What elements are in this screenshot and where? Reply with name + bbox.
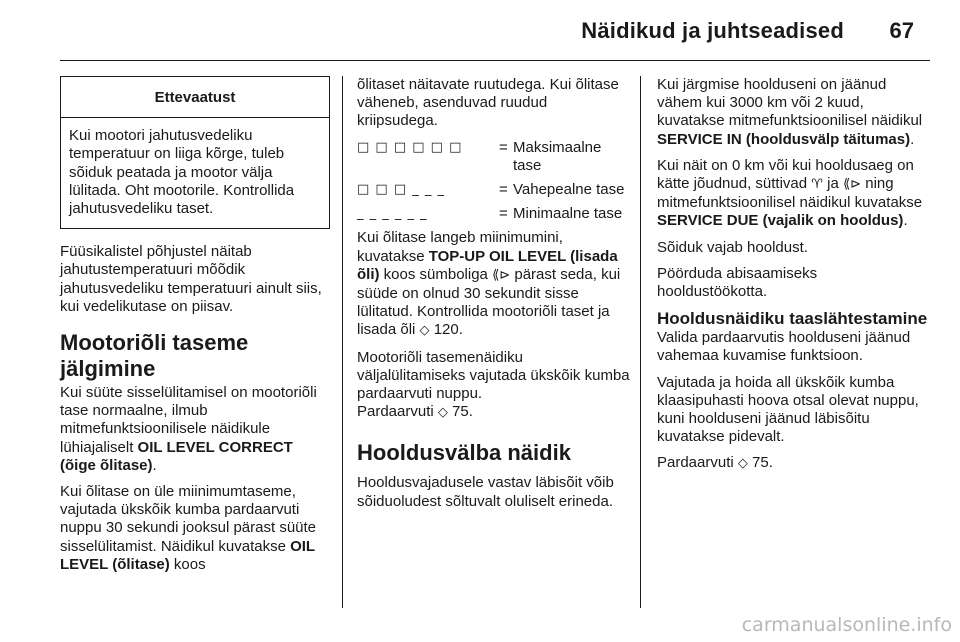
paragraph bbox=[657, 76, 929, 149]
level-symbols: □ □ □ □ □ □ bbox=[357, 139, 463, 155]
header-rule bbox=[60, 60, 930, 61]
text: . bbox=[910, 130, 915, 148]
warning-box bbox=[60, 76, 330, 229]
text: koos sümboliga bbox=[379, 265, 493, 283]
display-message: SERVICE IN (hooldusvälp täitumas) bbox=[657, 130, 911, 148]
watermark: carmanualsonline.info bbox=[741, 614, 952, 636]
column-1 bbox=[60, 76, 330, 582]
display-message: OIL LEVEL CORRECT (õige õlitase) bbox=[60, 438, 293, 474]
paragraph: Valida pardaarvutis hoolduseni jäänud vahemaa kuvamise funktsioon. bbox=[657, 329, 911, 365]
level-symbols: □ □ □ _ _ _ bbox=[357, 182, 446, 198]
level-label: Minimaalne tase bbox=[513, 205, 623, 223]
text: . bbox=[903, 212, 908, 230]
warning-title: Ettevaatust bbox=[61, 77, 329, 118]
column-2 bbox=[357, 76, 632, 519]
column-divider bbox=[342, 76, 343, 608]
level-row-mid bbox=[357, 181, 632, 199]
equals-sign: = bbox=[499, 205, 508, 223]
text: Pardaarvuti bbox=[657, 454, 738, 472]
display-message: OIL LEVEL (õlitase) bbox=[60, 537, 315, 573]
page-reference-icon: ◇ bbox=[419, 323, 430, 339]
text: Kui järgmise hoolduseni on jäänud vähem kui 3000 km või 2 kuud, kuvatakse mitmefunktsioonilisel näidikul bbox=[657, 76, 923, 130]
section-heading-service-interval: Hooldusvälba näidik bbox=[357, 440, 571, 466]
paragraph: Pöörduda abisaamiseks hooldustöökotta. bbox=[657, 264, 818, 301]
paragraph bbox=[657, 157, 929, 231]
paragraph: Sõiduk vajab hooldust. bbox=[657, 238, 808, 256]
text: Kui õlitase langeb miinimumini, kuvatakse bbox=[357, 229, 563, 265]
level-symbols: _ _ _ _ _ _ bbox=[357, 206, 428, 222]
page-reference-icon: ◇ bbox=[437, 405, 448, 421]
paragraph: Vajutada ja hoida all ükskõik kumba klaasipuhasti hoova otsal olevat nuppu, kuni hoolduseni jäänud läbisõitu kuvatakse pidevalt. bbox=[657, 373, 919, 446]
text: Kui õlitase on üle miinimumtaseme, vajutada ükskõik kumba pardaarvuti nuppu 30 sekundi jooksul pärast süüte sisselülitamist. Näidikul kuvatakse bbox=[60, 483, 317, 555]
level-label: Vahepealne tase bbox=[513, 181, 625, 199]
text: Kui süüte sisselülitamisel on mootoriõli tase normaalne, ilmub mitmefunktsioonilisele näidikule lühiajaliselt bbox=[60, 384, 317, 456]
paragraph bbox=[657, 454, 929, 473]
display-message: TOP-UP OIL LEVEL (lisada õli) bbox=[357, 247, 618, 283]
display-message: SERVICE DUE (vajalik on hooldus) bbox=[657, 212, 904, 230]
column-divider bbox=[640, 76, 641, 608]
paragraph: Füüsikalistel põhjustel näitab jahutustemperatuuri mõõdik jahutusvedeliku temperatuuri ainult siis, kui vedelikutase on piisav. bbox=[60, 243, 322, 315]
level-row-max bbox=[357, 139, 632, 175]
page-reference: 75. bbox=[747, 454, 773, 472]
text: ja bbox=[822, 175, 843, 193]
equals-sign: = bbox=[499, 138, 508, 156]
warning-text: Kui mootori jahutusvedeliku temperatuur on liiga kõrge, tuleb sõiduk peatada ja mootor välja lülitada. Oht mootorile. Kontrollida jahutusvedeliku taset. bbox=[69, 127, 295, 218]
page-reference: 75. bbox=[447, 403, 473, 421]
page-number: 67 bbox=[889, 18, 914, 43]
paragraph: õlitaset näitavate ruutudega. Kui õlitase väheneb, asenduvad ruudud kriipsudega. bbox=[357, 76, 619, 130]
oil-can-icon: ⟪⊳ bbox=[842, 177, 862, 193]
page-reference-icon: ◇ bbox=[737, 456, 748, 472]
running-header-title: Näidikud ja juhtseadised bbox=[581, 18, 844, 43]
paragraph: Hooldusvajadusele vastav läbisõit võib sõiduoludest sõltuvalt oluliselt erineda. bbox=[357, 474, 614, 510]
text: koos bbox=[169, 555, 206, 573]
level-label: Maksimaalne tase bbox=[513, 138, 602, 174]
paragraph bbox=[60, 483, 330, 574]
text: ning mitmefunktsioonilisel näidikul kuvatakse bbox=[657, 175, 923, 212]
oil-can-icon: ⟪⊳ bbox=[492, 267, 511, 283]
text: . bbox=[152, 456, 157, 474]
column-3 bbox=[657, 76, 929, 482]
section-heading-oil-level: Mootoriõli taseme jälgimine bbox=[60, 330, 249, 382]
paragraph bbox=[357, 403, 632, 422]
paragraph bbox=[60, 384, 330, 475]
text: pärast seda, kui süüde on olnud 30 sekundit sisse lülitatud. Kontrollida mootoriõli taset ja lisada õli bbox=[357, 265, 621, 339]
equals-sign: = bbox=[499, 181, 508, 199]
level-row-min bbox=[357, 205, 632, 223]
paragraph bbox=[357, 229, 632, 340]
paragraph: Mootoriõli tasemenäidiku väljalülitamiseks vajutada ükskõik kumba pardaarvuti nuppu. bbox=[357, 348, 630, 403]
text: Kui näit on 0 km või kui hooldusaeg on kätte jõudnud, süttivad bbox=[657, 156, 914, 193]
wrench-icon: ♈ bbox=[811, 177, 823, 193]
section-heading-service-reset: Hooldusnäidiku taaslähtestamine bbox=[657, 309, 928, 329]
text: Pardaarvuti bbox=[357, 403, 438, 421]
page-reference: 120. bbox=[429, 321, 463, 339]
